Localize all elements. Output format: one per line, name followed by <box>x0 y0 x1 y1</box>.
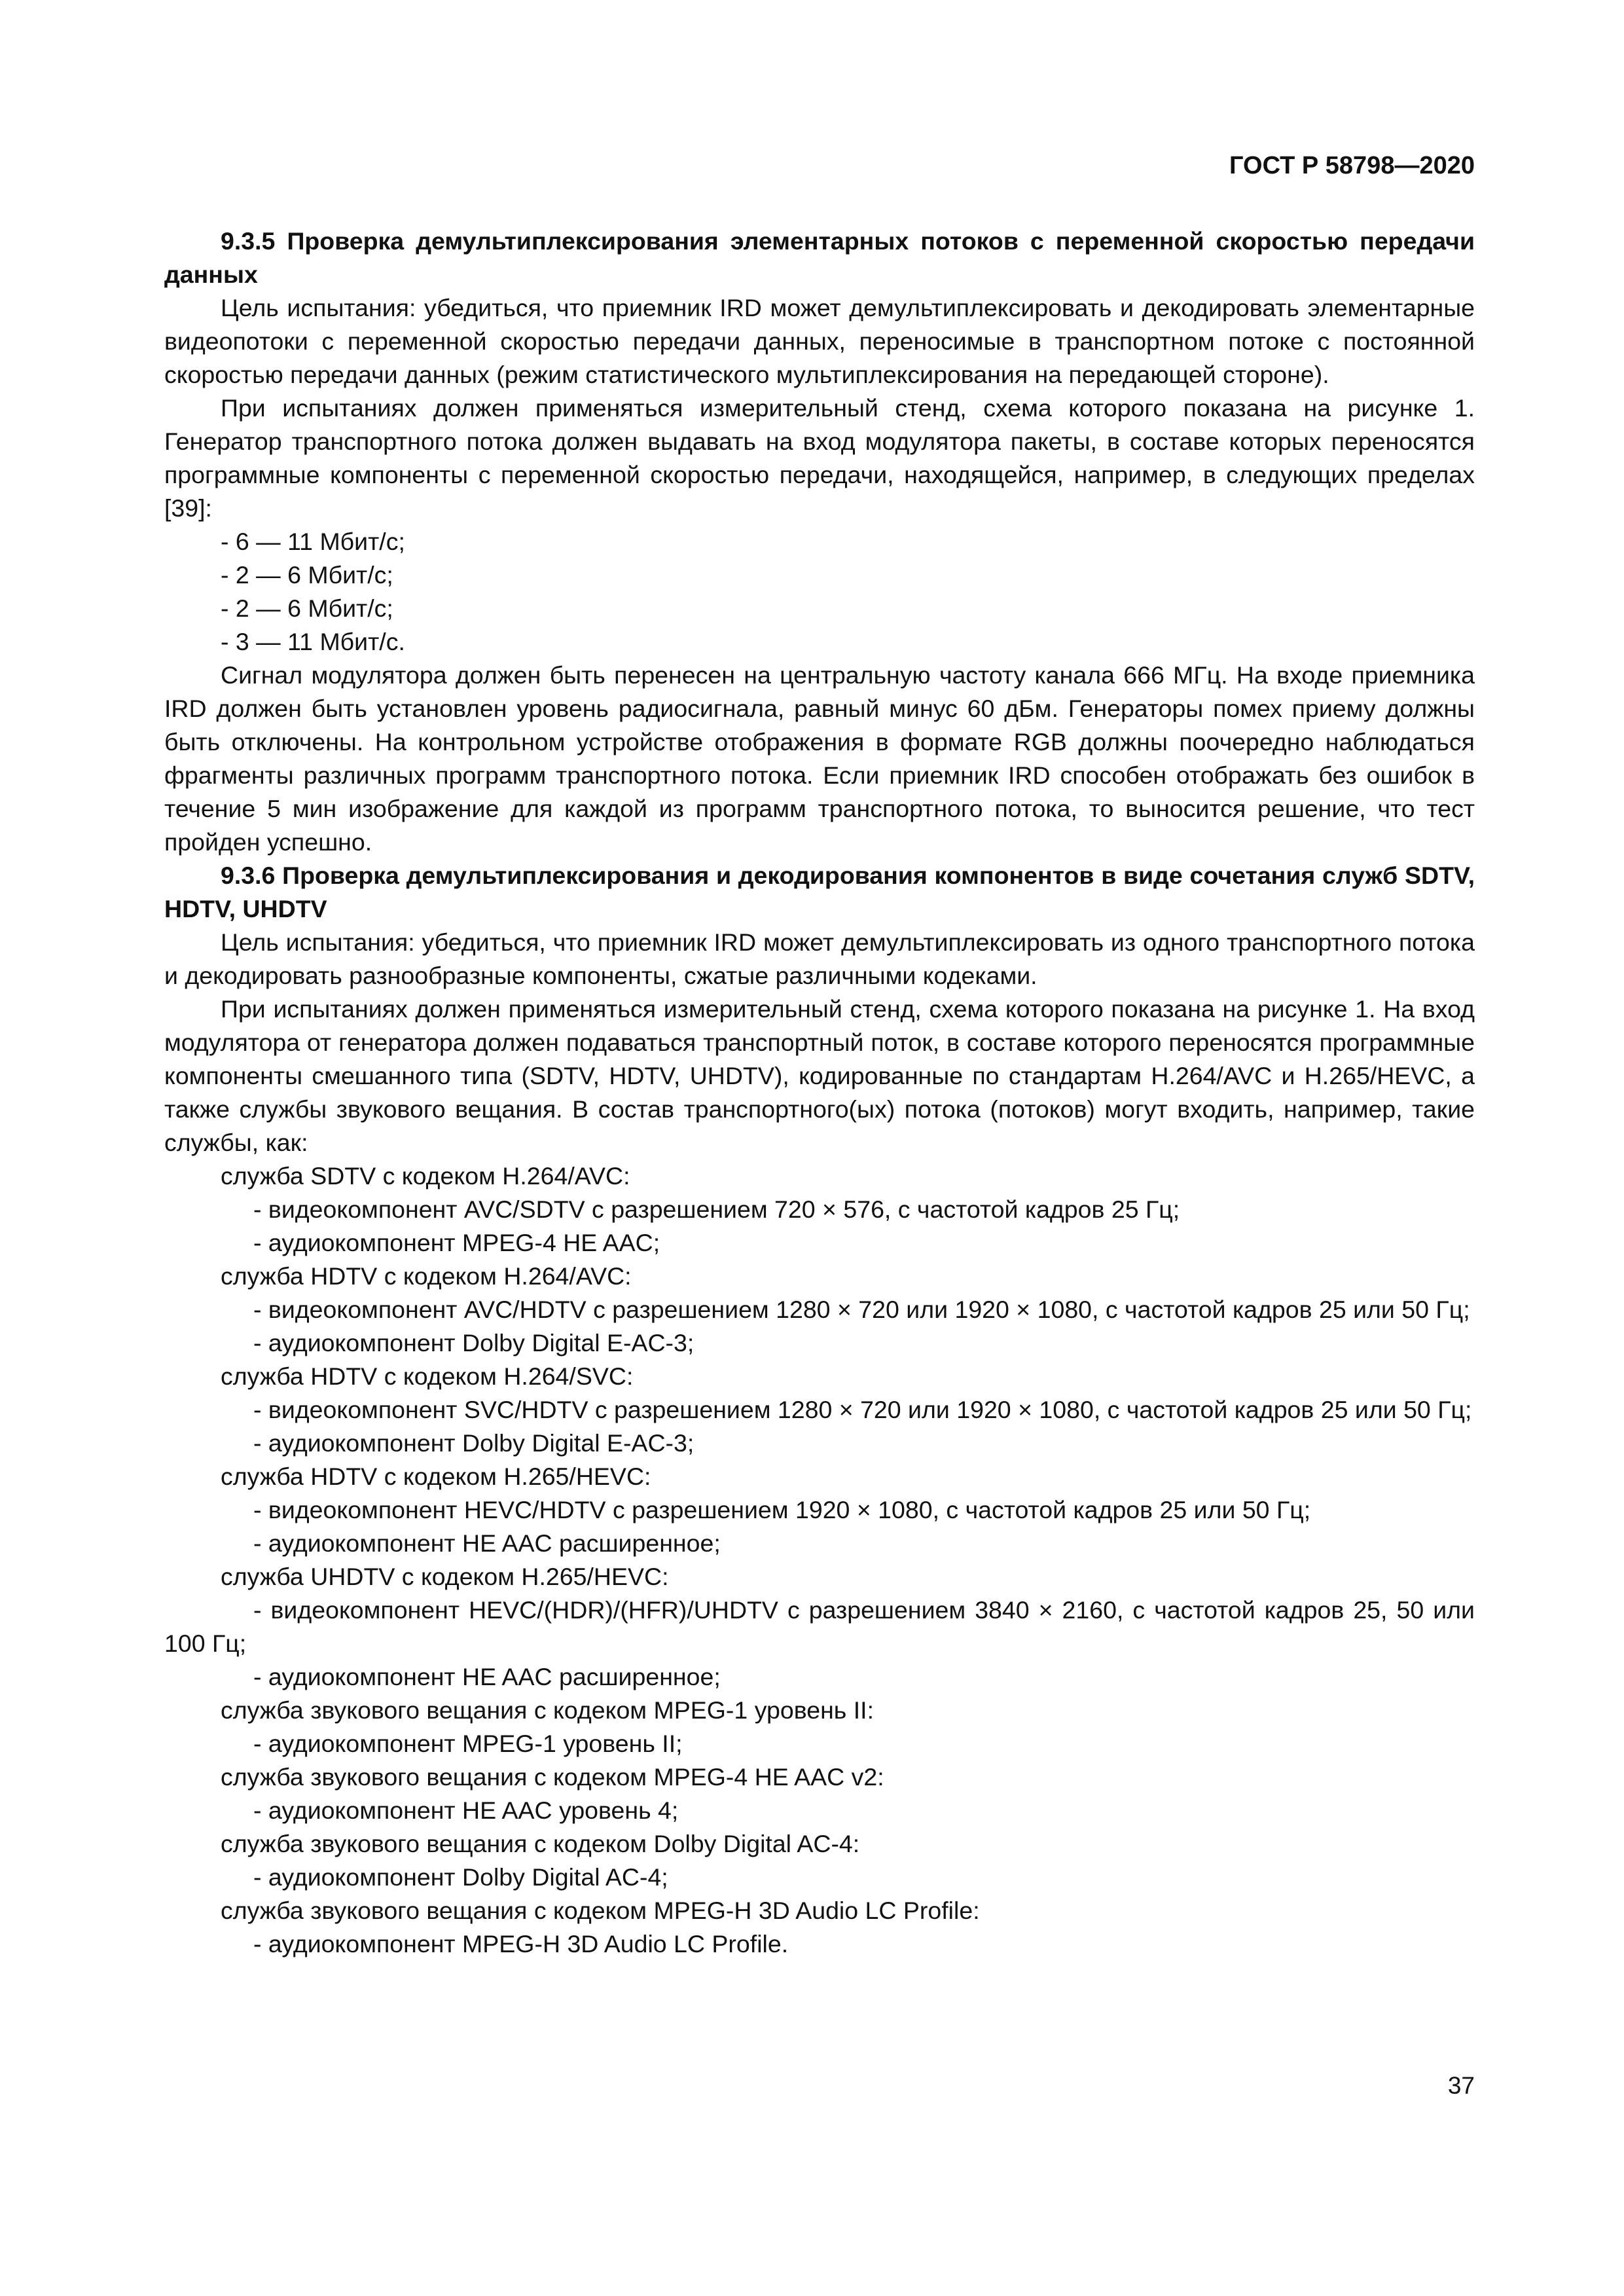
service-component: - видеокомпонент HEVC/(HDR)/(HFR)/UHDTV с разрешением 3840 × 2160, с частотой кадров 25, 50 или 100 Гц; <box>164 1596 1475 1657</box>
service-component: - аудиокомпонент Dolby Digital E-AC-3; <box>253 1429 695 1457</box>
standard-header: ГОСТ Р 58798—2020 <box>1229 152 1475 179</box>
bitrate-range-item: - 3 — 11 Мбит/с. <box>221 628 405 655</box>
service-component: - аудиокомпонент Dolby Digital AC-4; <box>253 1863 668 1891</box>
document-body <box>164 225 1475 1961</box>
section-935-title: 9.3.5 Проверка демультиплексирования элементарных потоков с переменной скоростью передачи данных <box>164 227 1475 288</box>
section-935-procedure: Сигнал модулятора должен быть перенесен на центральную частоту канала 666 МГц. На входе приемника IRD должен быть установлен уровень радиосигнала, равный минус 60 дБм. Генераторы помех приему должны быть отключены. На контрольном устройстве отображения в формате RGB должны поочередно наблюдаться фрагменты различных программ транспортного потока. Если приемник IRD способен отображать без ошибок в течение 5 мин изображение для каждой из программ транспортного потока, то выносится решение, что тест пройден успешно. <box>164 661 1475 856</box>
service-component: - аудиокомпонент MPEG-H 3D Audio LC Profile. <box>253 1930 789 1958</box>
section-936-title: 9.3.6 Проверка демультиплексирования и декодирования компонентов в виде сочетания служб SDTV, HDTV, UHDTV <box>164 862 1475 922</box>
page-number: 37 <box>1447 2072 1475 2099</box>
service-heading: служба звукового вещания с кодеком MPEG-H 3D Audio LC Profile: <box>221 1897 980 1924</box>
service-heading: служба звукового вещания с кодеком Dolby Digital AC-4: <box>221 1830 860 1857</box>
service-heading: служба HDTV с кодеком H.265/HEVC: <box>221 1463 651 1490</box>
service-component: - аудиокомпонент MPEG-1 уровень II; <box>253 1730 683 1757</box>
bitrate-range-item: - 2 — 6 Мбит/с; <box>221 561 393 589</box>
bitrate-range-item: - 6 — 11 Мбит/с; <box>221 528 405 555</box>
service-component: - аудиокомпонент HE AAC расширенное; <box>253 1529 721 1557</box>
section-936-setup: При испытаниях должен применяться измерительный стенд, схема которого показана на рисунке 1. На вход модулятора от генератора должен подаваться транспортный поток, в составе которого переносятся программные компоненты смешанного типа (SDTV, HDTV, UHDTV), кодированные по стандартам H.264/AVC и H.265/HEVC, а также службы звукового вещания. В состав транспортного(ых) потока (потоков) могут входить, например, такие службы, как: <box>164 995 1475 1156</box>
service-component: - аудиокомпонент Dolby Digital E-AC-3; <box>253 1329 695 1357</box>
service-component: - видеокомпонент AVC/HDTV с разрешением 1280 × 720 или 1920 × 1080, с частотой кадров 25 или 50 Гц; <box>253 1296 1470 1323</box>
service-heading: служба HDTV с кодеком H.264/AVC: <box>221 1262 632 1290</box>
service-component: - аудиокомпонент HE AAC расширенное; <box>253 1663 721 1690</box>
service-heading: служба звукового вещания с кодеком MPEG-1 уровень II: <box>221 1696 875 1724</box>
section-935-purpose: Цель испытания: убедиться, что приемник IRD может демультиплексировать и декодировать элементарные видеопотоки с переменной скоростью передачи данных, переносимые в транспортном потоке с постоянной скоростью передачи данных (режим статистического мультиплексирования на передающей стороне). <box>164 294 1475 388</box>
service-heading: служба SDTV с кодеком H.264/AVC: <box>221 1162 630 1190</box>
service-heading: служба UHDTV с кодеком H.265/HEVC: <box>221 1563 669 1590</box>
section-935-setup: При испытаниях должен применяться измерительный стенд, схема которого показана на рисунке 1. Генератор транспортного потока должен выдавать на вход модулятора пакеты, в составе которых переносятся программные компоненты с переменной скоростью передачи, находящейся, например, в следующих пределах [39]: <box>164 394 1475 522</box>
service-component: - видеокомпонент HEVC/HDTV с разрешением 1920 × 1080, с частотой кадров 25 или 50 Гц; <box>253 1496 1311 1523</box>
service-component: - аудиокомпонент MPEG-4 HE AAC; <box>253 1229 660 1256</box>
section-936-purpose: Цель испытания: убедиться, что приемник IRD может демультиплексировать из одного транспортного потока и декодировать разнообразные компоненты, сжатые различными кодеками. <box>164 928 1475 989</box>
service-component: - видеокомпонент SVC/HDTV с разрешением 1280 × 720 или 1920 × 1080, с частотой кадров 25 или 50 Гц; <box>253 1396 1472 1423</box>
service-component: - видеокомпонент AVC/SDTV с разрешением 720 × 576, с частотой кадров 25 Гц; <box>253 1195 1180 1223</box>
bitrate-range-item: - 2 — 6 Мбит/с; <box>221 594 393 622</box>
service-heading: служба звукового вещания с кодеком MPEG-4 HE AAC v2: <box>221 1763 884 1791</box>
service-heading: служба HDTV с кодеком H.264/SVC: <box>221 1362 634 1390</box>
service-component: - аудиокомпонент HE AAC уровень 4; <box>253 1796 679 1824</box>
